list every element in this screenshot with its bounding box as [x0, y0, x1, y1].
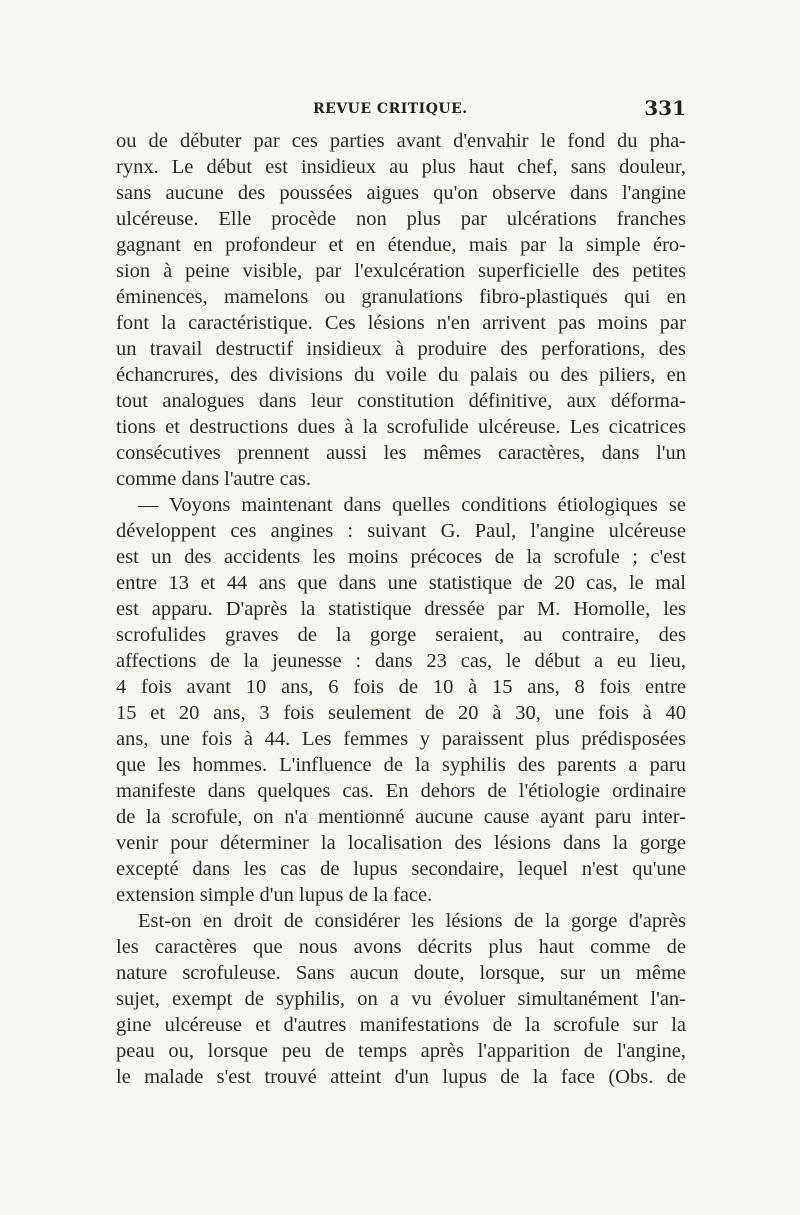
text-line: le malade s'est trouvé atteint d'un lupus de la face (Obs. de — [116, 1066, 686, 1088]
text-line: gagnant en profondeur et en étendue, mais par la simple éro- — [116, 234, 686, 256]
text-line: ou de débuter par ces parties avant d'envahir le fond du pha- — [116, 130, 686, 152]
text-line: 15 et 20 ans, 3 fois seulement de 20 à 30, une fois à 40 — [116, 702, 686, 724]
text-line: de la scrofule, on n'a mentionné aucune cause ayant paru inter- — [116, 806, 686, 828]
text-line: 4 fois avant 10 ans, 6 fois de 10 à 15 ans, 8 fois entre — [116, 676, 686, 698]
text-line: que les hommes. L'influence de la syphilis des parents a paru — [116, 754, 686, 776]
text-line: nature scrofuleuse. Sans aucun doute, lorsque, sur un même — [116, 962, 686, 984]
text-line: sion à peine visible, par l'exulcération superficielle des petites — [116, 260, 686, 282]
text-line: développent ces angines : suivant G. Paul, l'angine ulcéreuse — [116, 520, 686, 542]
text-line: est un des accidents les moins précoces de la scrofule ; c'est — [116, 546, 686, 568]
text-line: venir pour déterminer la localisation des lésions dans la gorge — [116, 832, 686, 854]
text-line: les caractères que nous avons décrits plus haut comme de — [116, 936, 686, 958]
text-line: consécutives prennent aussi les mêmes caractères, dans l'un — [116, 442, 686, 464]
text-line: éminences, mamelons ou granulations fibro-plastiques qui en — [116, 286, 686, 308]
text-line: sujet, exempt de syphilis, on a vu évoluer simultanément l'an- — [116, 988, 686, 1010]
text-line: entre 13 et 44 ans que dans une statistique de 20 cas, le mal — [116, 572, 686, 594]
text-line: manifeste dans quelques cas. En dehors de l'étiologie ordinaire — [116, 780, 686, 802]
text-line: ans, une fois à 44. Les femmes y paraissent plus prédisposées — [116, 728, 686, 750]
page-number: 331 — [644, 96, 686, 120]
text-line: tions et destructions dues à la scrofulide ulcéreuse. Les cicatrices — [116, 416, 686, 438]
text-line: gine ulcéreuse et d'autres manifestations de la scrofule sur la — [116, 1014, 686, 1036]
text-line: ulcéreuse. Elle procède non plus par ulcérations franches — [116, 208, 686, 230]
text-line: affections de la jeunesse : dans 23 cas, le début a eu lieu, — [116, 650, 686, 672]
text-line: peau ou, lorsque peu de temps après l'apparition de l'angine, — [116, 1040, 686, 1062]
page-header — [116, 96, 686, 126]
text-line: — Voyons maintenant dans quelles conditions étiologiques se — [138, 494, 686, 516]
text-line: tout analogues dans leur constitution définitive, aux déforma- — [116, 390, 686, 412]
text-line: extension simple d'un lupus de la face. — [116, 884, 433, 906]
text-line: Est-on en droit de considérer les lésions de la gorge d'après — [138, 910, 686, 932]
text-line: font la caractéristique. Ces lésions n'en arrivent pas moins par — [116, 312, 686, 334]
text-line: est apparu. D'après la statistique dressée par M. Homolle, les — [116, 598, 686, 620]
text-line: scrofulides graves de la gorge seraient, au contraire, des — [116, 624, 686, 646]
text-line: un travail destructif insidieux à produire des perforations, des — [116, 338, 686, 360]
text-line: rynx. Le début est insidieux au plus haut chef, sans douleur, — [116, 156, 686, 178]
running-title: REVUE CRITIQUE. — [313, 101, 468, 117]
text-line: sans aucune des poussées aigues qu'on observe dans l'angine — [116, 182, 686, 204]
text-line: excepté dans les cas de lupus secondaire, lequel n'est qu'une — [116, 858, 686, 880]
text-line: comme dans l'autre cas. — [116, 468, 311, 490]
text-line: échancrures, des divisions du voile du palais ou des piliers, en — [116, 364, 686, 386]
